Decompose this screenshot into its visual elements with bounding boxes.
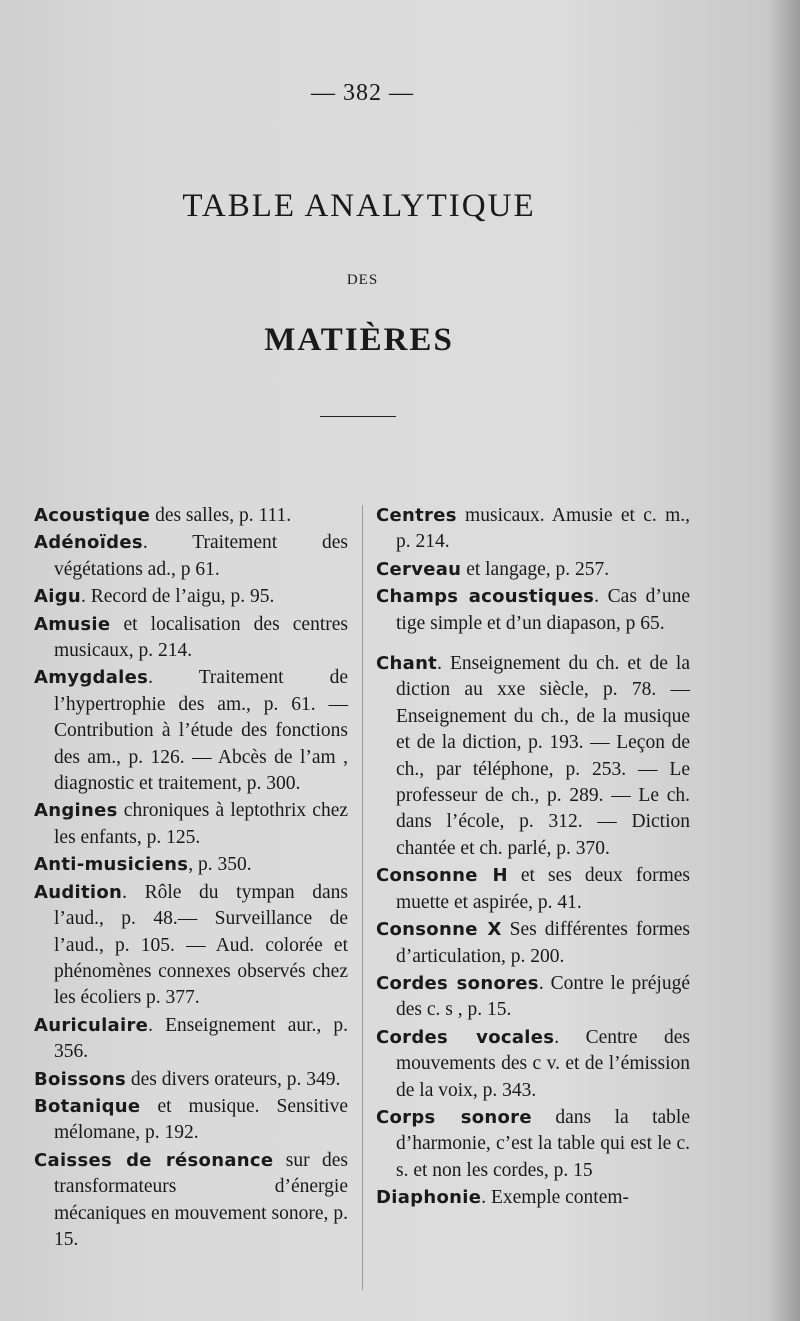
entry-text: musicaux. Amusie et c. m., p. 214.: [396, 505, 690, 553]
entry-text: chroniques à leptothrix chez les enfants, p. 125.: [54, 800, 348, 848]
entry-keyword: Centres: [376, 505, 457, 526]
index-entry: [376, 971, 690, 1024]
entry-keyword: Adénoïdes: [34, 532, 143, 554]
index-entry: [34, 798, 348, 851]
page-title: TABLE ANALYTIQUE: [182, 188, 536, 224]
entry-text: . Traitement de l’hypertrophie des am., p. 61. — Contribution à l’étude des fonctions des am., p. 126. — Abcès de l’am , diagnostic et traitement, p. 300.: [54, 667, 348, 795]
entry-text: . Contre le préjugé des c. s , p. 15.: [396, 972, 690, 1021]
entry-keyword: Botanique: [34, 1095, 141, 1117]
entry-keyword: Aigu: [34, 586, 81, 608]
entry-text: . Cas d’une tige simple et d’un diapason, p 65.: [396, 586, 690, 634]
entry-text: et langage, p. 257.: [461, 558, 610, 580]
index-entry: [34, 612, 348, 665]
entry-text: Ses différentes formes d’articulation, p. 200.: [396, 919, 690, 967]
entry-text: . Enseignement du ch. et de la diction au xxe siècle, p. 78. — Enseignement du ch., de la musique et de la diction, p. 193. — Leçon de ch., par téléphone, p. 253. — Le professeur de ch., p. 289. — Le ch. dans l’école, p. 312. — Diction chantée et ch. parlé, p. 370.: [396, 653, 690, 859]
column-divider: [362, 505, 363, 1290]
entry-text: et localisation des centres musicaux, p. 214.: [54, 613, 348, 662]
entry-keyword: Cerveau: [376, 558, 462, 580]
index-entry: [34, 880, 348, 1012]
index-entry: [34, 1148, 348, 1254]
index-entry: [376, 863, 690, 916]
entry-keyword: Acoustique: [34, 505, 151, 526]
entry-text: . Exemple contem-: [481, 1187, 630, 1209]
index-entry: [376, 1105, 690, 1184]
index-entry: [376, 584, 690, 637]
index-entry: [34, 1067, 348, 1093]
entry-keyword: Consonne X: [376, 919, 502, 941]
index-entry: [34, 665, 348, 797]
entry-keyword: Amusie: [34, 613, 111, 635]
entry-text: . Enseignement aur., p. 356.: [54, 1014, 348, 1063]
index-entry: [34, 584, 348, 610]
entry-keyword: Auriculaire: [34, 1014, 149, 1036]
entry-text: . Traitement des végétations ad., p 61.: [54, 532, 348, 580]
entry-text: et ses deux formes muette et aspirée, p. 41.: [396, 865, 690, 913]
entry-text: sur des transformateurs d’énergie mécaniques en mouvement sonore, p. 15.: [54, 1149, 348, 1250]
entry-keyword: Champs acoustiques: [376, 586, 595, 608]
index-entry: [376, 557, 690, 583]
index-entry: [376, 1025, 690, 1104]
entry-text: . Rôle du tympan dans l’aud., p. 48.— Surveillance de l’aud., p. 105. — Aud. colorée et phénomènes connexes observés chez les écoliers p. 377.: [54, 881, 348, 1009]
title-rule: [320, 416, 396, 417]
entry-keyword: Cordes sonores: [376, 972, 539, 994]
entry-keyword: Boissons: [34, 1068, 126, 1090]
entry-keyword: Diaphonie: [376, 1187, 482, 1209]
index-entry: [376, 651, 690, 862]
page-number: — 382 —: [311, 80, 414, 106]
entry-keyword: Anti-musiciens: [34, 854, 189, 876]
entry-text: . Centre des mouvements des c v. et de l’émission de la voix, p. 343.: [396, 1026, 690, 1101]
index-entry: [376, 503, 690, 556]
entry-keyword: Cordes vocales: [376, 1026, 555, 1048]
index-entry: [376, 917, 690, 970]
index-entry: [34, 1013, 348, 1066]
entry-text: , p. 350.: [188, 854, 252, 876]
entry-keyword: Corps sonore: [376, 1106, 532, 1128]
entry-keyword: Consonne H: [376, 865, 508, 887]
entry-text: des divers orateurs, p. 349.: [125, 1068, 341, 1090]
page-subtitle: MATIÈRES: [264, 322, 454, 358]
entry-text: . Record de l’aigu, p. 95.: [81, 586, 275, 608]
index-column-left: [34, 503, 348, 1254]
entry-keyword: Audition: [34, 881, 123, 903]
title-connector: DES: [346, 272, 379, 288]
index-entry: [34, 852, 348, 878]
entry-keyword: Chant: [376, 653, 438, 675]
index-entry: [34, 530, 348, 583]
index-entry: [376, 1185, 690, 1211]
entry-keyword: Amygdales: [34, 667, 149, 689]
entry-text: des salles, p. 111.: [150, 505, 292, 526]
entry-keyword: Angines: [34, 800, 118, 822]
entry-text: et musique. Sensitive mélomane, p. 192.: [54, 1095, 348, 1144]
index-column-right: [376, 503, 690, 1213]
entry-text: dans la table d’harmonie, c’est la table qui est le c. s. et non les cordes, p. 15: [396, 1106, 691, 1181]
entry-keyword: Caisses de résonance: [34, 1149, 274, 1171]
index-entry: [34, 1094, 348, 1147]
index-entry: [34, 503, 348, 529]
